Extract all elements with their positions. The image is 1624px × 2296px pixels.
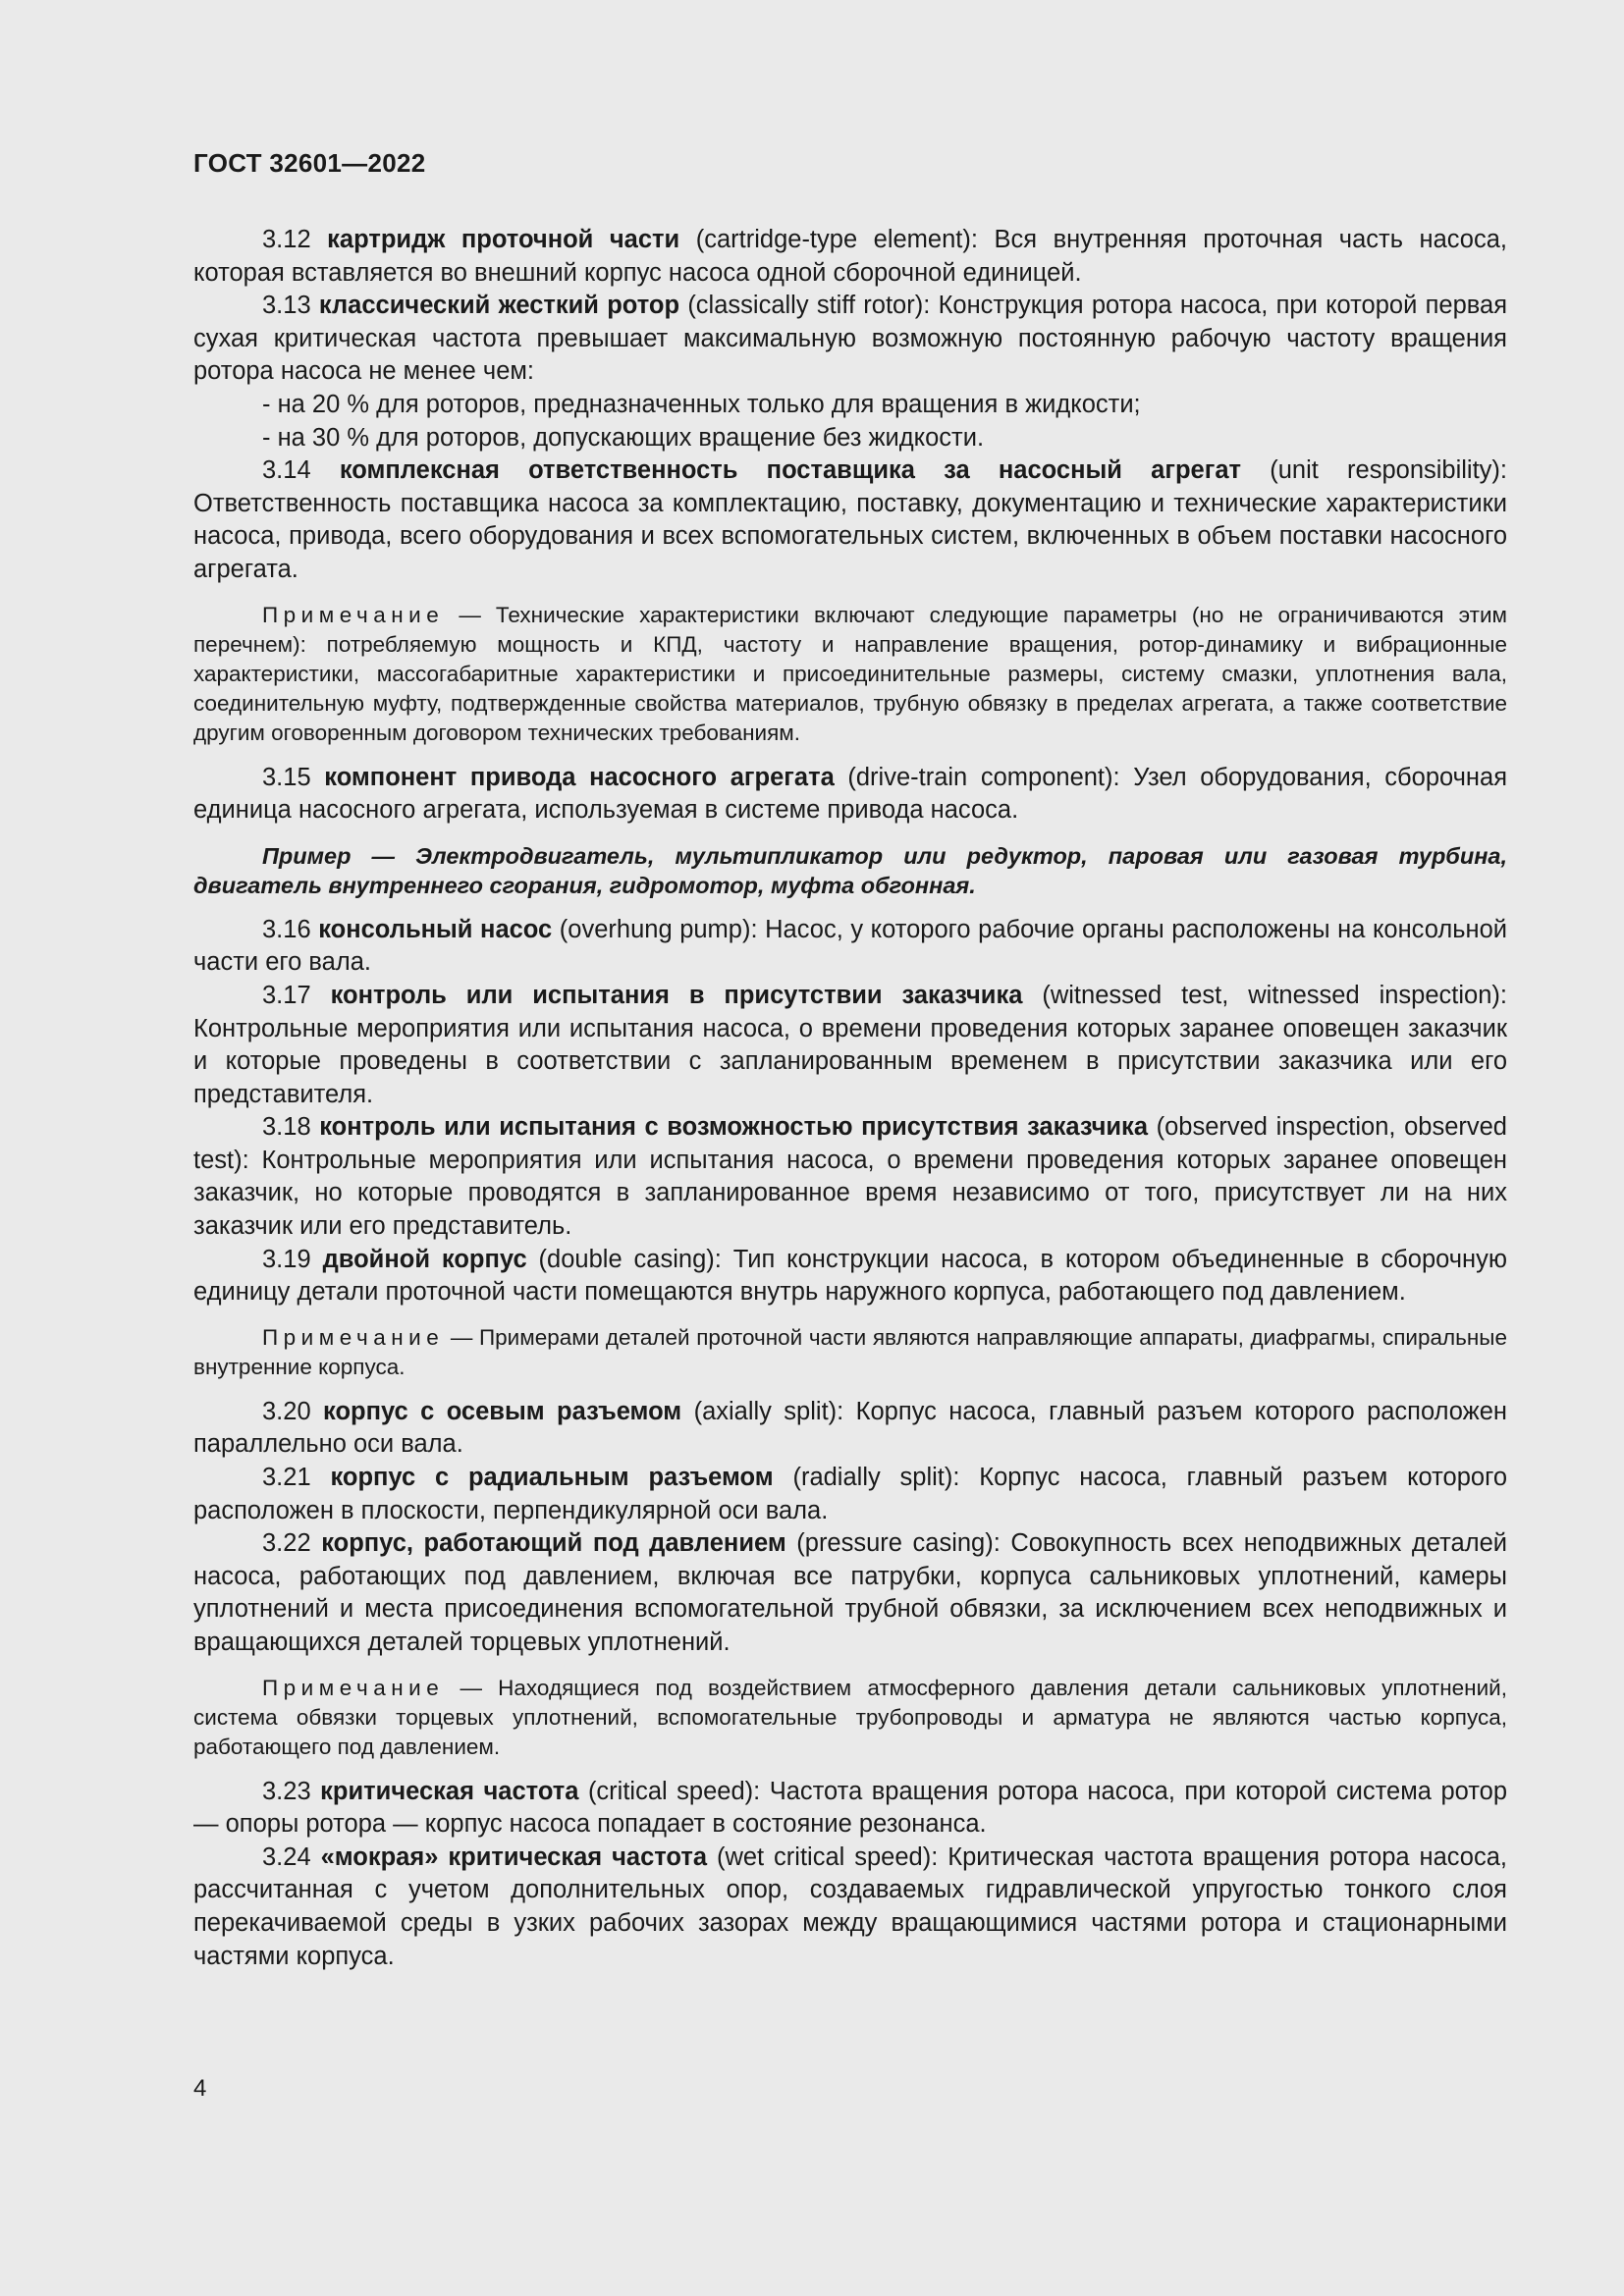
definition-3-12	[193, 224, 1507, 290]
definition-3-24	[193, 1842, 1507, 1973]
note-3-19	[193, 1323, 1507, 1382]
clause-number: 3.19	[262, 1245, 311, 1273]
definition-3-13	[193, 290, 1507, 389]
definition-3-19	[193, 1244, 1507, 1309]
definition-3-22	[193, 1527, 1507, 1659]
term: «мокрая» критическая частота	[320, 1842, 708, 1871]
clause-number: 3.20	[262, 1397, 311, 1425]
term: контроль или испытания в присутствии заказчика	[330, 981, 1023, 1009]
note-label: Примечание	[262, 602, 445, 627]
definition-3-14	[193, 454, 1507, 586]
term: компонент привода насосного агрегата	[324, 763, 835, 791]
clause-number: 3.13	[262, 292, 311, 320]
note-3-22	[193, 1674, 1507, 1762]
term: корпус с радиальным разъемом	[330, 1464, 774, 1492]
definition-text: (radially split): Корпус насоса, главный разъем которого расположен в плоскости, перпендикулярной оси вала.	[193, 1464, 1507, 1524]
definition-text: (pressure casing): Совокупность всех неподвижных деталей насоса, работающих под давлением, включая все патрубки, корпуса сальниковых уплотнений, камеры уплотнений и места присоединения вспомогательной трубной обвязки, за исключением всех неподвижных и вращающихся деталей торцевых уплотнений.	[193, 1529, 1508, 1656]
definition-text: (axially split): Корпус насоса, главный разъем которого расположен параллельно оси вала.	[193, 1397, 1507, 1459]
clause-number: 3.21	[262, 1464, 311, 1492]
document-header: ГОСТ 32601—2022	[193, 148, 426, 178]
definition-3-20	[193, 1396, 1507, 1462]
definition-3-21	[193, 1462, 1507, 1527]
term: корпус, работающий под давлением	[321, 1529, 786, 1558]
definition-text: (overhung pump): Насос, у которого рабочие органы расположены на консольной части его вала.	[193, 915, 1507, 977]
definition-text: (witnessed test, witnessed inspection): Контрольные мероприятия или испытания насоса, о времени проведения которых заранее оповещен заказчик и которые проведены в соответствии с запланированным временем в присутствии заказчика или его представителя.	[193, 981, 1507, 1108]
document-body	[193, 224, 1507, 1973]
definition-text: (critical speed): Частота вращения ротора насоса, при которой система ротор — опоры ротора — корпус насоса попадает в состояние резонанса.	[193, 1777, 1508, 1839]
definition-text: (wet critical speed): Критическая частота вращения ротора насоса, рассчитанная с учетом дополнительных опор, создаваемых гидравлической упругостью тонкого слоя перекачиваемой среды в узких рабочих зазорах между вращающимися частями ротора и стационарными частями корпуса.	[193, 1842, 1507, 1970]
clause-number: 3.18	[262, 1113, 311, 1142]
definition-text: (observed inspection, observed test): Контрольные мероприятия или испытания насоса, о времени проведения которых заранее оповещен заказчик, но которые проводятся в запланированное время независимо от того, присутствует ли на них заказчик или его представитель.	[193, 1113, 1507, 1241]
clause-number: 3.14	[262, 456, 311, 485]
list-item: - на 30 % для роторов, допускающих вращение без жидкости.	[262, 423, 985, 452]
clause-number: 3.15	[262, 763, 311, 791]
note-text: — Примерами деталей проточной части являются направляющие аппараты, диафрагмы, спиральные внутренние корпуса.	[193, 1324, 1507, 1379]
term: критическая частота	[320, 1777, 579, 1805]
clause-number: 3.23	[262, 1777, 311, 1805]
example-3-15: Пример — Электродвигатель, мультипликатор или редуктор, паровая или газовая турбина, двигатель внутреннего сгорания, гидромотор, муфта обгонная.	[193, 842, 1507, 898]
note-label: Примечание	[262, 1675, 445, 1700]
definition-text: (double casing): Тип конструкции насоса, в котором объединенные в сборочную единицу детали проточной части помещаются внутрь наружного корпуса, работающего под давлением.	[193, 1245, 1507, 1307]
term: комплексная ответственность поставщика за насосный агрегат	[339, 456, 1242, 485]
clause-number: 3.22	[262, 1529, 311, 1558]
term: картридж проточной части	[327, 226, 680, 253]
term: двойной корпус	[322, 1245, 527, 1273]
definition-3-17	[193, 980, 1507, 1111]
definition-text: (cartridge-type element): Вся внутренняя проточная часть насоса, которая вставляется во внешний корпус насоса одной сборочной единицей.	[193, 226, 1507, 287]
term: классический жесткий ротор	[318, 292, 680, 320]
term: контроль или испытания с возможностью присутствия заказчика	[319, 1113, 1148, 1142]
definition-3-23	[193, 1776, 1507, 1842]
term: корпус с осевым разъемом	[323, 1397, 682, 1425]
definition-3-16	[193, 914, 1507, 980]
clause-number: 3.24	[262, 1842, 311, 1871]
definition-3-15	[193, 762, 1507, 828]
definition-text: (drive-train component): Узел оборудования, сборочная единица насосного агрегата, используемая в системе привода насоса.	[193, 763, 1508, 825]
note-3-14	[193, 601, 1507, 748]
definition-3-18	[193, 1111, 1507, 1243]
definition-text: (classically stiff rotor): Конструкция ротора насоса, при которой первая сухая критическая частота превышает максимальную возможную постоянную рабочую частоту вращения ротора насоса не менее чем:	[193, 292, 1507, 386]
list-item: - на 20 % для роторов, предназначенных только для вращения в жидкости;	[262, 390, 1141, 418]
term: консольный насос	[318, 915, 553, 943]
note-text: — Находящиеся под воздействием атмосферного давления детали сальниковых уплотнений, система обвязки торцевых уплотнений, вспомогательные трубопроводы и арматура не являются частью корпуса, работающего под давлением.	[193, 1675, 1507, 1759]
page-number: 4	[193, 2075, 207, 2102]
clause-number: 3.17	[262, 981, 311, 1009]
definition-text: (unit responsibility): Ответственность поставщика насоса за комплектацию, поставку, документацию и технические характеристики насоса, привода, всего оборудования и всех вспомогательных систем, включенных в объем поставки насосного агрегата.	[193, 456, 1508, 583]
note-text: — Технические характеристики включают следующие параметры (но не ограничиваются этим перечнем): потребляемую мощность и КПД, частоту и направление вращения, ротор-динамику и вибрационные характеристики, массогабаритные характеристики и присоединительные размеры, систему смазки, уплотнения вала, соединительную муфту, подтвержденные свойства материалов, трубную обвязку в пределах агрегата, а также соответствие другим оговоренным договором технических требованиям.	[193, 602, 1507, 745]
clause-number: 3.12	[262, 226, 311, 253]
note-label: Примечание	[262, 1324, 445, 1350]
clause-number: 3.16	[262, 915, 311, 943]
